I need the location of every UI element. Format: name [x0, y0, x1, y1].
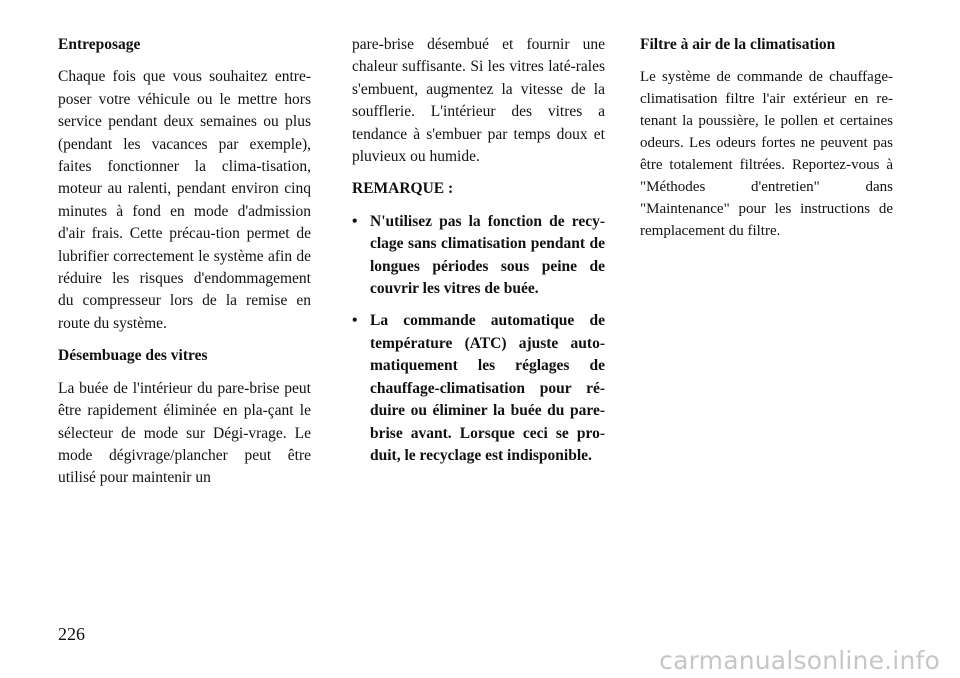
- paragraph-filtre: Le système de commande de chauffage-climatisation filtre l'air extérieur en re-tenant la poussière, le pollen et certaines odeurs. Les odeurs fortes ne peuvent pas être totalement filtrées. Reportez-vous à "Méthodes d'entretien" dans "Maintenance" pour les instructions de remplacement du filtre.: [640, 69, 893, 240]
- page-number: 226: [58, 624, 85, 644]
- watermark: carmanualsonline.info: [659, 646, 940, 675]
- remark-text: N'utilisez pas la fonction de recy-clage sans climatisation pendant de longues périodes sous peine de couvrir les vitres de buée.: [370, 212, 605, 298]
- heading-filtre: Filtre à air de la climatisation: [640, 36, 836, 53]
- paragraph-entreposage: Chaque fois que vous souhaitez entre-poser votre véhicule ou le mettre hors service pendant deux semaines ou plus (pendant les vacances par exemple), faites fonctionner la clima-tisation, moteur au ralenti, pendant environ cinq minutes à fond en mode d'admission d'air frais. Cette précau-tion permet de lubrifier correctement le système afin de réduire les risques d'endommagement du compresseur lors de la remise en route du système.: [58, 68, 311, 332]
- remark-item: [352, 211, 605, 301]
- bullet-icon: •: [352, 312, 358, 330]
- heading-desembuage: Désembuage des vitres: [58, 347, 208, 365]
- remark-item: [352, 310, 605, 467]
- remark-text: La commande automatique de température (ATC) ajuste auto-matiquement les réglages de chauffage-climatisation pour ré-duire ou éliminer la buée du pare-brise avant. Lorsque ceci se pro-duit, le recyclage est indisponible.: [370, 312, 605, 464]
- remark-label: REMARQUE :: [352, 180, 454, 198]
- remark-list: [352, 211, 605, 467]
- right-column: [640, 34, 893, 252]
- paragraph-desembuage: La buée de l'intérieur du pare-brise peut être rapidement éliminée en pla-çant le sélecteur de mode sur Dégi-vrage. Le mode dégivrage/plancher peut être utilisé pour maintenir un: [58, 379, 311, 487]
- bullet-icon: •: [352, 212, 358, 230]
- paragraph-continued: pare-brise désembué et fournir une chaleur suffisante. Si les vitres laté-rales s'embuent, augmentez la vitesse de la soufflerie. L'intérieur des vitres a tendance à s'embuer par temps doux et pluvieux ou humide.: [352, 36, 605, 166]
- heading-entreposage: Entreposage: [58, 36, 141, 53]
- middle-column: [352, 34, 605, 477]
- left-column: [58, 34, 311, 500]
